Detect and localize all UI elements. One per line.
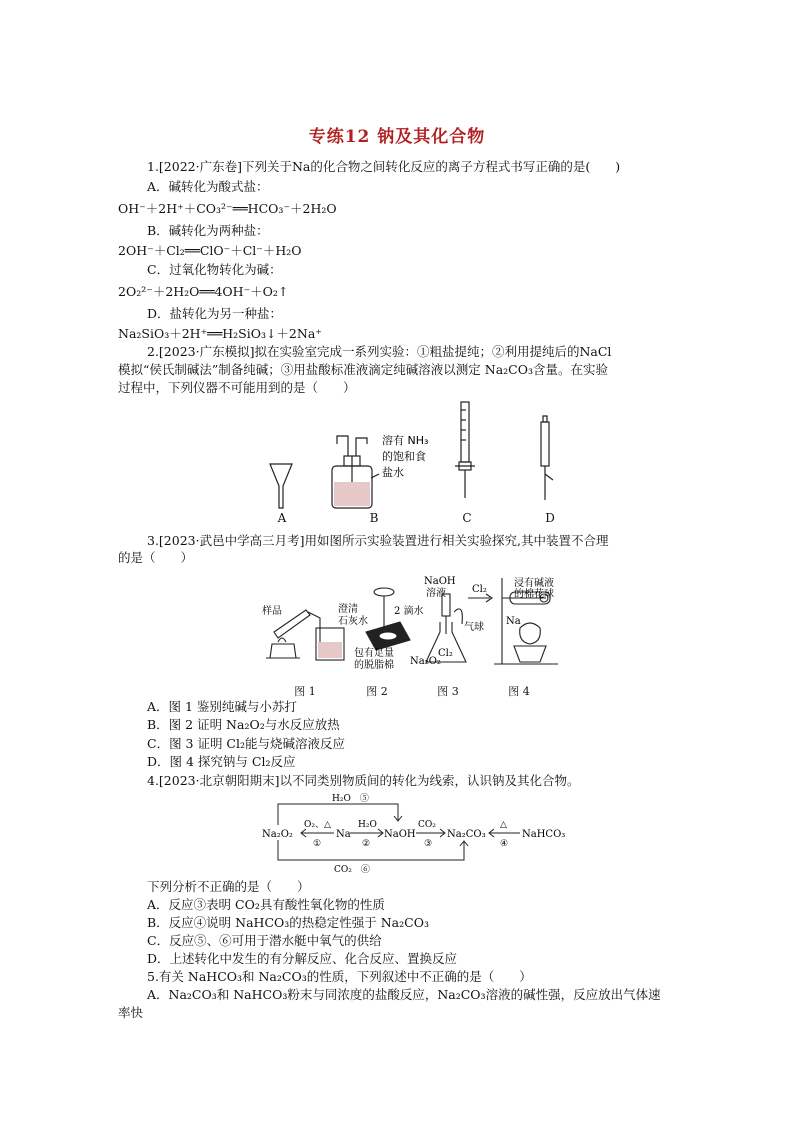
q4-option-b: B．反应④说明 NaHCO₃的热稳定性强于 Na₂CO₃ — [147, 915, 429, 930]
q1-option-b-label: B．碱转化为两种盐： — [147, 223, 269, 238]
q2-caption-d: D — [545, 511, 555, 525]
q3-label-na: Na — [506, 616, 521, 627]
q3-caption-3: 图 3 — [437, 685, 459, 698]
q5-stem: 5.有关 NaHCO₃和 Na₂CO₃的性质，下列叙述中不正确的是（ ） — [147, 969, 532, 984]
fig1-heating-tube-icon — [266, 610, 344, 660]
q5-option-a-line-1: A．Na₂CO₃和 NaHCO₃粉末与同浓度的盐酸反应，Na₂CO₃溶液的碱性强，反应放出气体速 — [147, 987, 661, 1002]
q3-option-c: C．图 3 证明 Cl₂能与烧碱溶液反应 — [147, 736, 346, 751]
q3-caption-1: 图 1 — [294, 685, 316, 698]
q1-option-d-label: D．盐转化为另一种盐： — [147, 306, 283, 321]
q2-b-label-1: 溶有 NH₃ — [382, 434, 429, 447]
q1-option-d-equation: Na₂SiO₃＋2H⁺══H₂SiO₃↓＋2Na⁺ — [118, 326, 322, 341]
q4-conversion-diagram — [258, 792, 568, 874]
page-title: 专练12 钠及其化合物 — [308, 127, 486, 147]
q3-label-drops: 2 滴水 — [394, 606, 424, 617]
q3-label-cl2-flask: Cl₂ — [438, 648, 453, 659]
q3-option-a: A．图 1 鉴别纯碱与小苏打 — [147, 699, 297, 714]
q3-caption-4: 图 4 — [508, 685, 530, 698]
q3-label-naoh-2: 溶液 — [426, 588, 446, 599]
q4-nahco3: NaHCO₃ — [522, 829, 566, 840]
q3-label-balloon: 气球 — [464, 622, 484, 633]
q2-b-label-3: 盐水 — [382, 466, 404, 479]
q3-label-na2o2: Na₂O₂ — [410, 656, 441, 667]
q2-line-1: 2.[2023·广东模拟]拟在实验室完成一系列实验：①粗盐提纯；②利用提纯后的NaCl — [147, 344, 612, 359]
q3-label-soaked-1: 浸有碱液 — [514, 578, 554, 589]
q5-option-a-line-2: 率快 — [118, 1005, 144, 1020]
q2-line-3: 过程中，下列仪器不可能用到的是（ ） — [118, 380, 356, 395]
q3-label-limewater-2: 石灰水 — [338, 616, 368, 627]
fig2-dropper-icon — [366, 588, 410, 650]
q3-label-naoh-1: NaOH — [424, 576, 456, 587]
q3-option-d: D．图 4 探究钠与 Cl₂反应 — [147, 754, 296, 769]
q3-label-cotton-1: 包有足量 — [354, 648, 394, 659]
q1-option-c-label: C．过氧化物转化为碱： — [147, 262, 282, 277]
q4-r4-num: ④ — [500, 839, 509, 849]
q3-label-limewater-1: 澄清 — [338, 604, 358, 615]
acid-burette-icon — [455, 402, 475, 498]
q4-r1-num: ① — [313, 839, 322, 849]
q3-label-soaked-2: 的棉花球 — [514, 589, 554, 600]
q1-stem: 1.[2022·广东卷]下列关于Na的化合物之间转化反应的离子方程式书写正确的是( ) — [147, 159, 621, 174]
q4-option-a: A．反应③表明 CO₂具有酸性氧化物的性质 — [147, 897, 385, 912]
q3-caption-2: 图 2 — [366, 685, 388, 698]
q4-r2-top: H₂O — [358, 820, 377, 830]
gas-washing-bottle-icon — [332, 436, 379, 508]
q4-option-c: C．反应⑤、⑥可用于潜水艇中氧气的供给 — [147, 933, 382, 948]
q1-option-a-label: A．碱转化为酸式盐： — [147, 179, 269, 194]
q3-apparatus-figure — [258, 572, 574, 672]
q4-r6-label: CO₂ ⑥ — [334, 865, 370, 874]
q4-r3-top: CO₂ — [418, 820, 436, 830]
q3-option-b: B．图 2 证明 Na₂O₂与水反应放热 — [147, 717, 340, 732]
q3-label-cotton-2: 的脱脂棉 — [354, 660, 394, 671]
q3-label-sample: 样品 — [262, 606, 282, 617]
q4-substem: 下列分析不正确的是（ ） — [147, 879, 310, 894]
q4-r3-num: ③ — [424, 839, 433, 849]
q2-caption-c: C — [462, 511, 472, 525]
q2-apparatus-figure — [255, 398, 585, 526]
q2-caption-a: A — [277, 511, 287, 525]
q1-option-b-equation: 2OH⁻＋Cl₂══ClO⁻＋Cl⁻＋H₂O — [118, 243, 302, 258]
q4-r4-top: △ — [500, 820, 507, 830]
q4-naoh: NaOH — [384, 829, 416, 840]
q4-r5-label: H₂O ⑤ — [332, 794, 369, 804]
q2-line-2: 模拟“侯氏制碱法”制备纯碱；③用盐酸标准液滴定纯碱溶液以测定 Na₂CO₃含量。在实验 — [118, 362, 608, 377]
alkaline-burette-icon — [541, 416, 553, 500]
q4-na2co3: Na₂CO₃ — [447, 829, 486, 840]
q1-option-c-equation: 2O₂²⁻＋2H₂O══4OH⁻＋O₂↑ — [118, 284, 289, 299]
q4-na: Na — [336, 829, 351, 840]
q1-option-a-equation: OH⁻＋2H⁺＋CO₃²⁻══HCO₃⁻＋2H₂O — [118, 201, 337, 216]
q3-line-1: 3.[2023·武邑中学高三月考]用如图所示实验装置进行相关实验探究,其中装置不合理 — [147, 533, 609, 548]
q4-stem: 4.[2023·北京朝阳期末]以不同类别物质间的转化为线索，认识钠及其化合物。 — [147, 773, 580, 788]
q4-option-d: D．上述转化中发生的有分解反应、化合反应、置换反应 — [147, 951, 458, 966]
q3-line-2: 的是（ ） — [118, 550, 194, 565]
q4-r1-top: O₂、△ — [304, 820, 331, 830]
q4-na2o2: Na₂O₂ — [262, 829, 293, 840]
funnel-icon — [270, 464, 292, 508]
q2-caption-b: B — [369, 511, 379, 525]
q3-label-cl2-in: Cl₂ — [472, 584, 487, 595]
q4-r2-num: ② — [362, 839, 371, 849]
q2-b-label-2: 的饱和食 — [382, 450, 426, 463]
